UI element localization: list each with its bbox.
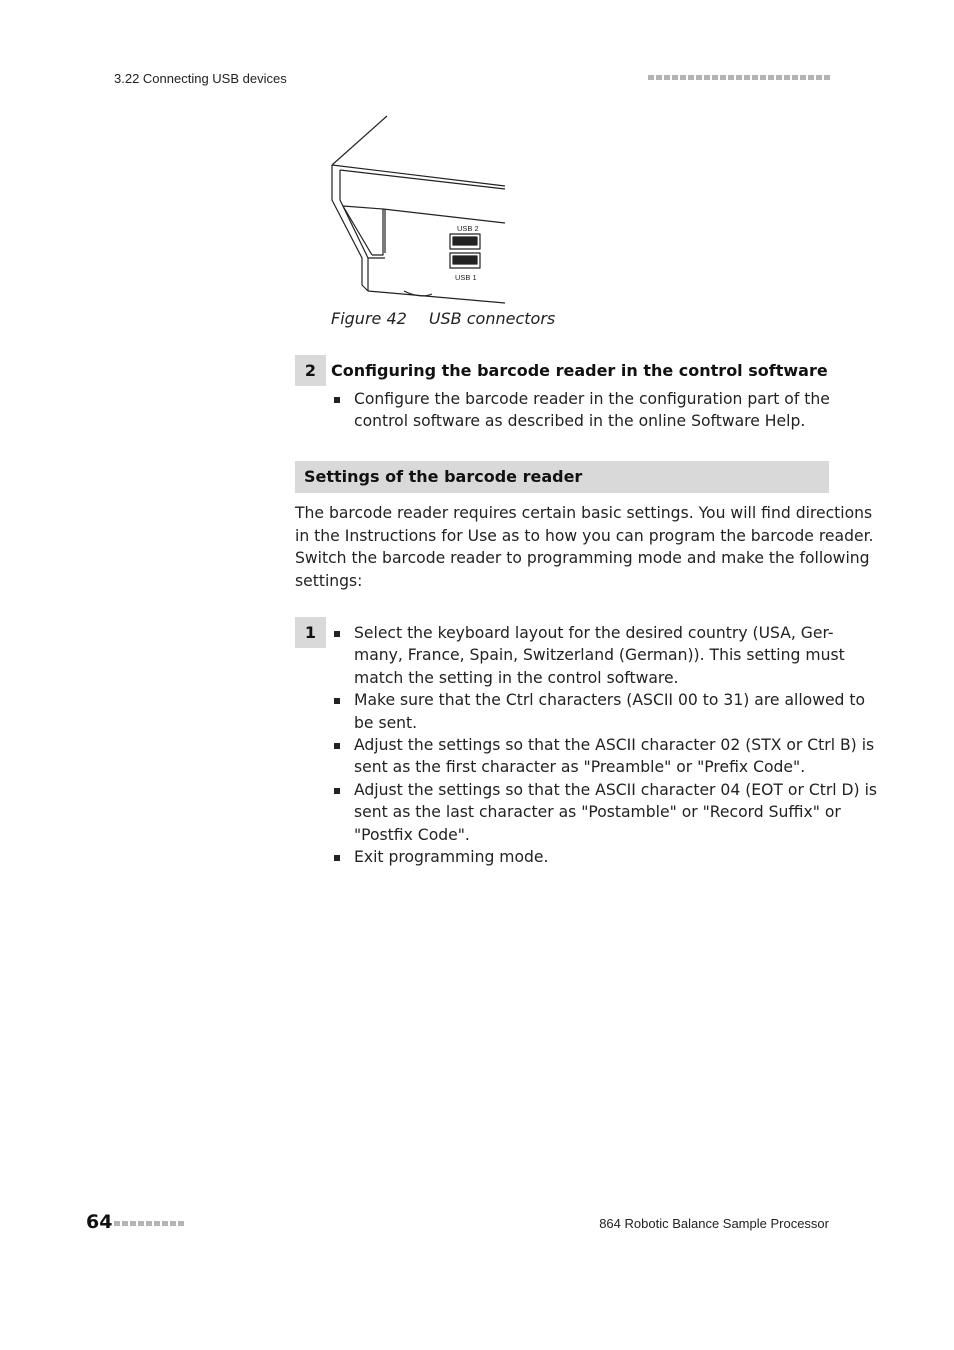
step-number-1: 1 [295,617,326,648]
footer-product-name: 864 Robotic Balance Sample Processor [599,1216,829,1231]
step1-bullet-item [331,689,877,734]
decor-dot [154,1221,160,1226]
decor-dot [672,75,678,80]
bullet-text-line: Select the keyboard layout for the desired country (USA, Ger- [354,624,834,642]
usb-connectors-illustration [330,113,508,305]
decor-dot [720,75,726,80]
decor-dot [792,75,798,80]
decor-dot [122,1221,128,1226]
step1-bullet-item [331,846,877,868]
intro-line: in the Instructions for Use as to how you can program the barcode reader. [295,526,874,545]
decor-dot [728,75,734,80]
decor-dot [776,75,782,80]
decor-dot [704,75,710,80]
step-2-title: Configuring the barcode reader in the control software [331,361,828,380]
bullet-text-line: sent as the last character as "Postamble" or "Record Suffix" or [354,803,841,822]
figure-label: Figure 42 [331,309,407,328]
footer-decor-dots [114,1221,184,1226]
bullet-text-line: Configure the barcode reader in the configuration part of the [354,390,830,408]
decor-dot [744,75,750,80]
section-heading: Settings of the barcode reader [304,467,583,486]
bullet-text-line: Exit programming mode. [354,848,549,867]
decor-dot [138,1221,144,1226]
bullet-text-line: Make sure that the Ctrl characters (ASCII 00 to 31) are allowed to [354,691,866,710]
decor-dot [664,75,670,80]
bullet-text-line: control software as described in the online Software Help. [354,412,806,431]
decor-dot [178,1221,184,1226]
decor-dot [816,75,822,80]
step-1-bullet-list [331,622,877,868]
header-decor-dots [648,75,830,80]
usb1-label: USB 1 [455,273,477,282]
decor-dot [688,75,694,80]
decor-dot [752,75,758,80]
decor-dot [114,1221,120,1226]
decor-dot [712,75,718,80]
decor-dot [696,75,702,80]
intro-line: The barcode reader requires certain basic settings. You will find directions [295,504,873,522]
usb-connectors-figure [330,113,508,305]
decor-dot [808,75,814,80]
bullet-text-line: sent as the first character as "Preamble" or "Prefix Code". [354,758,806,777]
figure-title: USB connectors [428,309,556,328]
bullet-text-line: Adjust the settings so that the ASCII character 04 (EOT or Ctrl D) is [354,780,878,799]
intro-line: Switch the barcode reader to programming mode and make the following [295,549,870,568]
bullet-text-line: "Postfix Code". [354,825,470,844]
decor-dot [130,1221,136,1226]
step1-bullet-item [331,734,877,779]
step-number-2: 2 [295,355,326,386]
step1-bullet-item [331,779,877,846]
decor-dot [760,75,766,80]
intro-paragraph [295,502,874,592]
figure-caption [331,309,555,328]
decor-dot [170,1221,176,1226]
usb2-label: USB 2 [457,224,479,233]
decor-dot [768,75,774,80]
decor-dot [800,75,806,80]
page-number: 64 [86,1211,113,1233]
bullet-text-line: match the setting in the control software. [354,668,679,687]
decor-dot [736,75,742,80]
decor-dot [680,75,686,80]
bullet-text-line: be sent. [354,713,418,732]
decor-dot [162,1221,168,1226]
decor-dot [656,75,662,80]
running-header-section: 3.22 Connecting USB devices [114,71,287,86]
intro-line: settings: [295,571,363,590]
bullet-text-line: Adjust the settings so that the ASCII character 02 (STX or Ctrl B) is [354,736,875,755]
decor-dot [146,1221,152,1226]
bullet-text-line: many, France, Spain, Switzerland (German)). This setting must [354,646,845,665]
decor-dot [648,75,654,80]
decor-dot [824,75,830,80]
step-2-bullet-list [331,388,830,433]
section-heading-bar [295,461,829,493]
decor-dot [784,75,790,80]
step1-bullet-item [331,622,877,689]
step2-bullet-item [331,388,830,433]
